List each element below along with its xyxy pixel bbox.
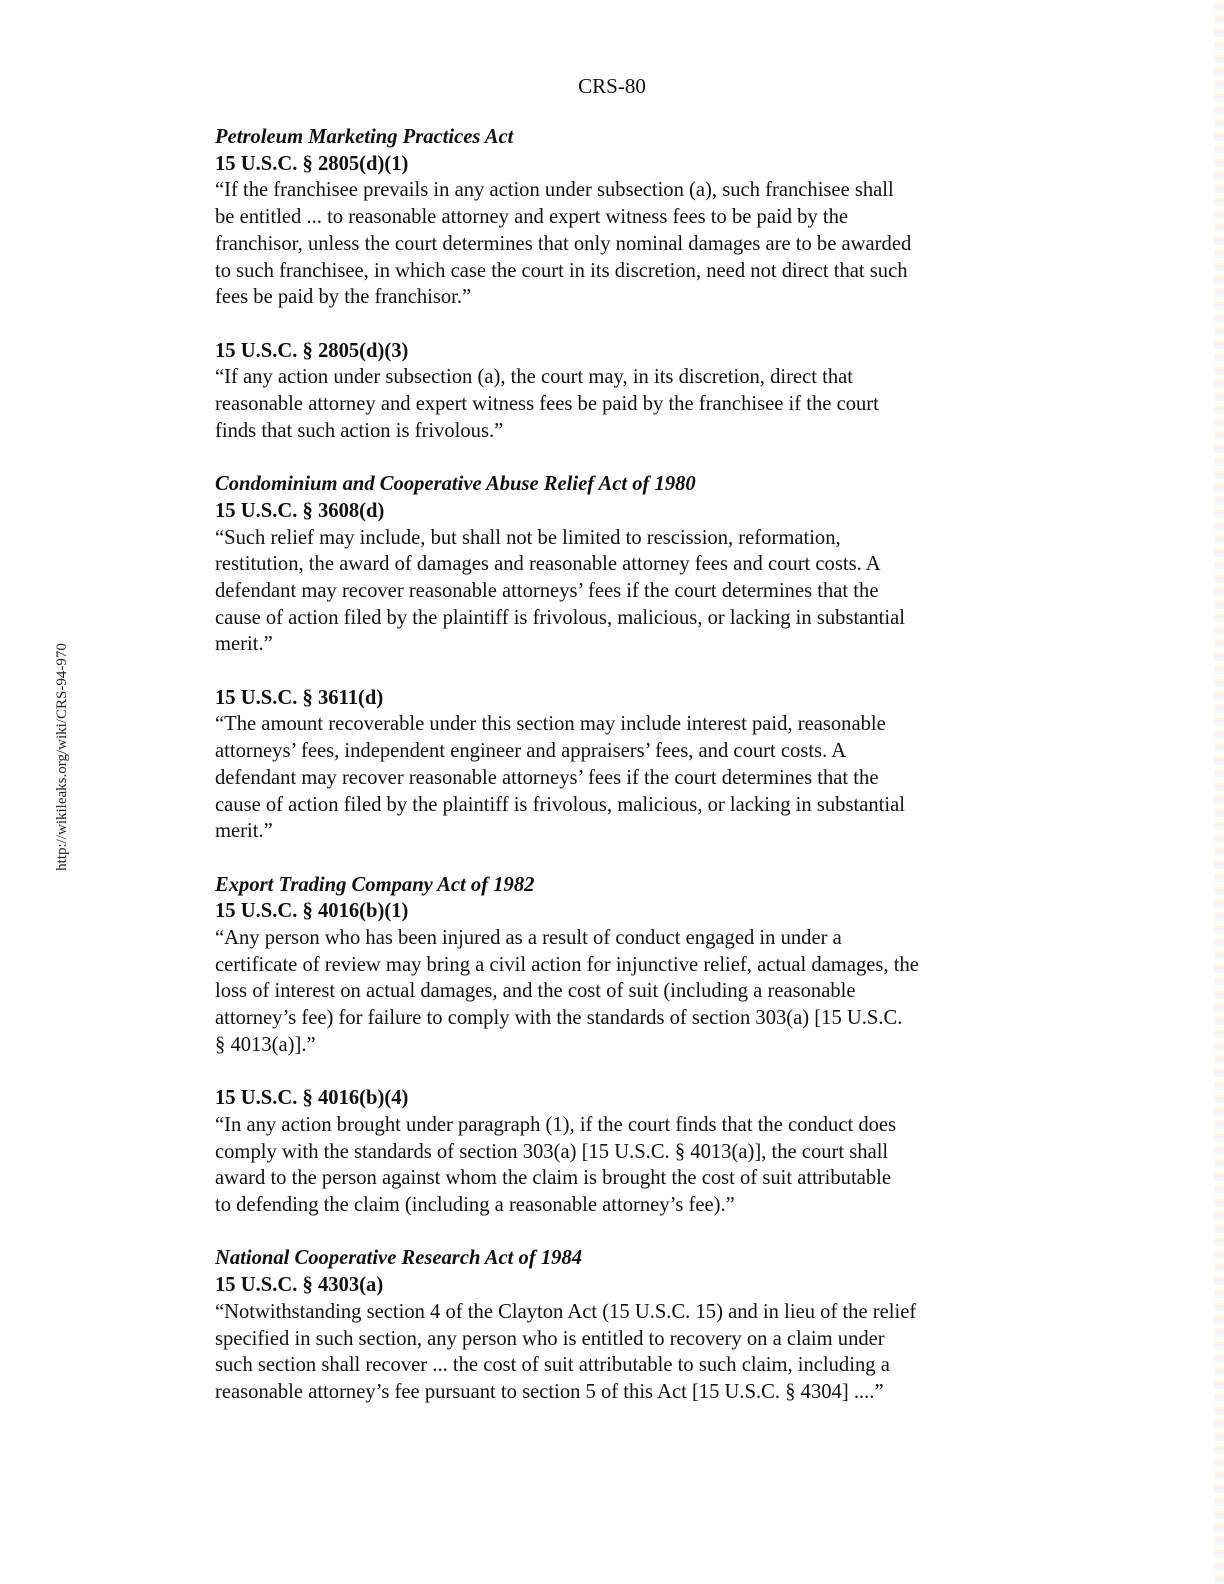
quote-line: reasonable attorney and expert witness fees be paid by the franchisee if the court xyxy=(215,393,879,416)
quote-line: “If any action under subsection (a), the court may, in its discretion, direct that xyxy=(215,366,854,389)
quote-line: certificate of review may bring a civil action for injunctive relief, actual damages, the xyxy=(215,953,919,976)
citation: 15 U.S.C. § 3611(d) xyxy=(215,686,384,709)
quote-line: § 4013(a)].” xyxy=(215,1033,316,1056)
quote-line: merit.” xyxy=(215,820,273,843)
quote-line: cause of action filed by the plaintiff is frivolous, malicious, or lacking in substantial xyxy=(215,606,905,629)
quote-line: “Any person who has been injured as a result of conduct engaged in under a xyxy=(215,927,842,950)
citation: 15 U.S.C. § 3608(d) xyxy=(215,499,385,522)
quote-line: “If the franchisee prevails in any action under subsection (a), such franchisee shall xyxy=(215,179,894,202)
scan-edge-artifact xyxy=(1214,0,1224,1584)
statute-quote xyxy=(215,925,1015,1059)
quote-line: fees be paid by the franchisor.” xyxy=(215,286,472,309)
quote-line: to defending the claim (including a reasonable attorney’s fee).” xyxy=(215,1194,735,1217)
statute-entry xyxy=(215,471,1015,658)
quote-line: loss of interest on actual damages, and the cost of suit (including a reasonable xyxy=(215,980,856,1003)
quote-line: defendant may recover reasonable attorneys’ fees if the court determines that the xyxy=(215,766,879,789)
statute-entry xyxy=(215,338,1015,445)
quote-line: “Such relief may include, but shall not be limited to rescission, reformation, xyxy=(215,526,841,549)
citation: 15 U.S.C. § 2805(d)(3) xyxy=(215,339,409,362)
citation: 15 U.S.C. § 4016(b)(4) xyxy=(215,1087,409,1110)
statute-entry xyxy=(215,124,1015,311)
act-title: Export Trading Company Act of 1982 xyxy=(215,873,535,896)
quote-line: be entitled ... to reasonable attorney and expert witness fees to be paid by the xyxy=(215,206,849,229)
statute-quote xyxy=(215,364,1015,444)
quote-line: comply with the standards of section 303(a) [15 U.S.C. § 4013(a)], the court shall xyxy=(215,1140,889,1163)
quote-line: such section shall recover ... the cost of suit attributable to such claim, including a xyxy=(215,1354,890,1377)
quote-line: “In any action brought under paragraph (1), if the court finds that the conduct does xyxy=(215,1113,897,1136)
act-title: Petroleum Marketing Practices Act xyxy=(215,126,514,148)
quote-line: reasonable attorney’s fee pursuant to section 5 of this Act [15 U.S.C. § 4304] ....” xyxy=(215,1380,884,1403)
act-title: Condominium and Cooperative Abuse Relief Act of 1980 xyxy=(215,473,696,496)
quote-line: defendant may recover reasonable attorneys’ fees if the court determines that the xyxy=(215,579,879,602)
quote-line: specified in such section, any person who is entitled to recovery on a claim under xyxy=(215,1327,885,1350)
quote-line: to such franchisee, in which case the court in its discretion, need not direct that such xyxy=(215,259,908,282)
quote-line: franchisor, unless the court determines that only nominal damages are to be awarded xyxy=(215,232,912,255)
statute-entry xyxy=(215,1245,1015,1405)
statute-entry xyxy=(215,872,1015,1059)
statute-quote xyxy=(215,177,1015,311)
quote-line: attorney’s fee) for failure to comply with the standards of section 303(a) [15 U.S.C. xyxy=(215,1007,903,1030)
statute-quote xyxy=(215,1299,1015,1406)
statute-quote xyxy=(215,711,1015,845)
quote-line: finds that such action is frivolous.” xyxy=(215,419,504,442)
quote-line: restitution, the award of damages and reasonable attorney fees and court costs. A xyxy=(215,553,881,576)
quote-line: “The amount recoverable under this section may include interest paid, reasonable xyxy=(215,713,886,736)
statute-quote xyxy=(215,1112,1015,1219)
statute-quote xyxy=(215,525,1015,659)
statute-entry xyxy=(215,685,1015,845)
page-header: CRS-80 xyxy=(578,74,646,98)
citation: 15 U.S.C. § 4303(a) xyxy=(215,1274,384,1297)
citation: 15 U.S.C. § 2805(d)(1) xyxy=(215,152,409,175)
side-url-watermark: http://wikileaks.org/wiki/CRS-94-970 xyxy=(54,643,70,871)
document-body xyxy=(215,124,1015,1406)
quote-line: attorneys’ fees, independent engineer and appraisers’ fees, and court costs. A xyxy=(215,740,847,763)
statute-entry xyxy=(215,1085,1015,1219)
quote-line: “Notwithstanding section 4 of the Clayton Act (15 U.S.C. 15) and in lieu of the relief xyxy=(215,1300,917,1323)
quote-line: cause of action filed by the plaintiff is frivolous, malicious, or lacking in substantial xyxy=(215,793,905,816)
quote-line: award to the person against whom the claim is brought the cost of suit attributable xyxy=(215,1167,892,1190)
quote-line: merit.” xyxy=(215,633,273,656)
act-title: National Cooperative Research Act of 1984 xyxy=(215,1247,583,1270)
citation: 15 U.S.C. § 4016(b)(1) xyxy=(215,900,409,923)
